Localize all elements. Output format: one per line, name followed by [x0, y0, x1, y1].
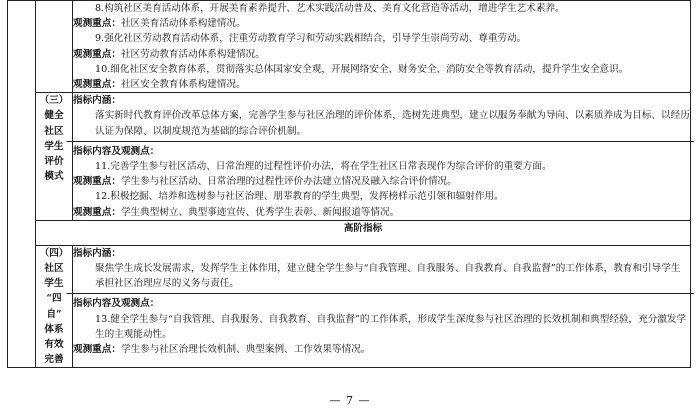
table-row [8, 93, 691, 221]
observation-line [73, 342, 690, 357]
item-text: 学生参与社区治理长效机制、典型案例、工作效果等情况。 [120, 344, 371, 356]
content-heading: 指标内容及观测点： [73, 298, 160, 310]
category-label-line: 社区 [44, 125, 64, 137]
indicator-item [73, 1, 690, 16]
item-text: 社区劳动教育活动体系构建情况。 [120, 48, 265, 60]
category-cell-3 [36, 93, 73, 221]
outer-column-cell [8, 1, 36, 368]
indicator-item [73, 189, 690, 204]
connotation-heading: 指标内涵： [73, 247, 121, 259]
category-label-line: 学生 [44, 278, 64, 290]
category-label-line: 社区 [44, 263, 64, 275]
observation-line [73, 77, 690, 92]
divider [67, 141, 694, 142]
indicator-item [73, 31, 690, 46]
item-text: 学生参与社区活动、日常治理的过程性评价办法建立情况及融入综合评价情况。 [120, 176, 457, 188]
indicator-item [73, 312, 690, 342]
connotation-text: 落实新时代教育评价改革总体方案，完善学生参与社区治理的评价体系，选树先进典型，建立以服务奉献为导向、以素质养成为目标、以经历认证为保障、以制度规范为基础的综合评价机制。 [95, 110, 690, 137]
observation-line [73, 174, 690, 189]
observation-label: 观测重点： [73, 18, 121, 30]
item-text: 9.强化社区劳动教育活动体系，注重劳动教育学习和劳动实践相结合，引导学生崇尚劳动、尊重劳动。 [95, 33, 527, 45]
table-row [8, 245, 691, 368]
category-label-line: 健全 [44, 110, 64, 122]
observation-label: 观测重点： [73, 79, 121, 91]
observation-line [73, 47, 690, 62]
item-text: 12.积极挖掘、培养和选树参与社区治理、朋辈教育的学生典型，发挥榜样示范引领和辐射作用。 [95, 191, 504, 203]
category-label-line: 学生 [44, 140, 64, 152]
observation-line [73, 16, 690, 31]
content-cell [73, 1, 691, 93]
item-text: 11.完善学生参与社区活动、日常治理的过程性评价办法，将在学生社区日常表现作为综合评价的重要方面。 [95, 161, 552, 173]
item-text: 社区安全教育体系构建情况。 [120, 79, 246, 91]
category-label-line: 评价 [44, 156, 64, 168]
category-label-line: 完善 [44, 354, 64, 366]
category-cell-empty [36, 1, 73, 93]
table-row [8, 220, 691, 245]
content-cell [73, 93, 691, 221]
item-text: 社区美育活动体系构建情况。 [120, 18, 246, 30]
table-row [8, 1, 691, 93]
item-text: 学生典型树立、典型事迹宣传、优秀学生表彰、新闻报道等情况。 [120, 206, 400, 218]
category-label-line: 模式 [44, 171, 64, 183]
section-title: 高阶指标 [36, 220, 691, 245]
item-text: 8.构筑社区美育活动体系，开展美育素养提升、艺术实践活动普及、美育文化营造等活动，增进学生艺术素养。 [95, 3, 565, 14]
category-label-line: “四 [46, 293, 62, 305]
indicator-table [7, 0, 691, 368]
content-heading: 指标内容及观测点： [73, 145, 160, 157]
observation-label: 观测重点： [73, 344, 121, 356]
connotation-text: 聚焦学生成长发展需求，发挥学生主体作用，建立健全学生参与“自我管理、自我服务、自我教育、自我监督”的工作体系，教育和引导学生承担社区治理应尽的义务与责任。 [95, 263, 681, 290]
item-text: 10.细化社区安全教育体系，贯彻落实总体国家安全观，开展网络安全、财务安全、消防安全等教育活动，提升学生安全意识。 [95, 63, 629, 75]
item-text: 13.健全学生参与“自我管理、自我服务、自我教育、自我监督”的工作体系，形成学生深度参与社区治理的长效机制和典型经验，充分激发学生的主观能动性。 [95, 313, 687, 340]
connotation-heading: 指标内涵： [73, 95, 121, 107]
page-number: — 7 — [329, 394, 371, 407]
category-cell-4 [36, 245, 73, 368]
observation-label: 观测重点： [73, 206, 121, 218]
category-label-line: 体系 [44, 323, 64, 335]
observation-label: 观测重点： [73, 176, 121, 188]
category-label-line: （四） [39, 247, 69, 259]
divider [67, 293, 694, 294]
indicator-item [73, 62, 690, 77]
observation-line [73, 205, 690, 220]
category-label-line: 有效 [44, 339, 64, 351]
observation-label: 观测重点： [73, 48, 121, 60]
indicator-item [73, 159, 690, 174]
category-label-line: 自” [46, 308, 62, 320]
category-label-line: （三） [39, 95, 69, 107]
content-cell [73, 245, 691, 368]
